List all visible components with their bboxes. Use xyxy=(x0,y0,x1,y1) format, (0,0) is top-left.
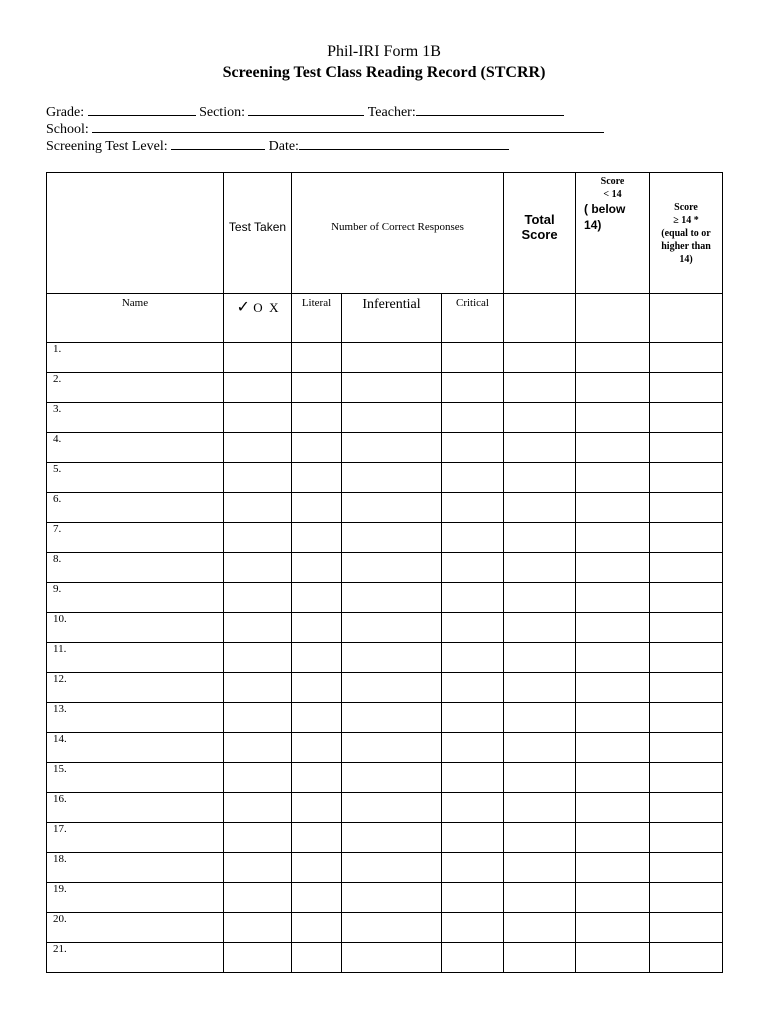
table-cell[interactable] xyxy=(292,403,342,433)
table-cell[interactable] xyxy=(504,883,576,913)
inferential-header: Inferential xyxy=(342,294,442,343)
subheader-row xyxy=(47,294,723,343)
table-cell[interactable] xyxy=(224,493,292,523)
table-cell[interactable] xyxy=(292,583,342,613)
table-cell[interactable] xyxy=(576,553,650,583)
table-cell[interactable] xyxy=(224,853,292,883)
test-marks-letters: O X xyxy=(253,300,279,315)
table-cell[interactable] xyxy=(292,553,342,583)
table-cell[interactable] xyxy=(576,823,650,853)
table-cell[interactable] xyxy=(504,583,576,613)
table-cell[interactable] xyxy=(442,643,504,673)
score-below-header xyxy=(576,173,650,294)
table-cell[interactable] xyxy=(292,613,342,643)
table-cell[interactable] xyxy=(292,823,342,853)
table-cell[interactable] xyxy=(576,583,650,613)
table-cell[interactable] xyxy=(576,463,650,493)
table-cell[interactable] xyxy=(292,433,342,463)
table-cell[interactable] xyxy=(442,913,504,943)
table-cell[interactable] xyxy=(224,703,292,733)
table-cell[interactable] xyxy=(576,793,650,823)
table-cell[interactable] xyxy=(650,793,723,823)
section-label: Section: xyxy=(199,105,245,120)
score-above-note: (equal to or higher than 14) xyxy=(661,227,711,265)
table-cell[interactable] xyxy=(224,823,292,853)
table-cell[interactable] xyxy=(292,523,342,553)
table-row xyxy=(47,673,723,703)
literal-header: Literal xyxy=(292,294,342,343)
table-cell[interactable] xyxy=(504,943,576,973)
table-cell[interactable] xyxy=(342,523,442,553)
table-cell[interactable] xyxy=(504,553,576,583)
table-cell[interactable] xyxy=(292,673,342,703)
row-number[interactable]: 17. xyxy=(47,823,224,853)
critical-header: Critical xyxy=(442,294,504,343)
row-number[interactable]: 3. xyxy=(47,403,224,433)
table-cell[interactable] xyxy=(224,673,292,703)
table-row xyxy=(47,583,723,613)
table-cell[interactable] xyxy=(342,403,442,433)
table-cell[interactable] xyxy=(442,793,504,823)
reading-record-table xyxy=(46,172,723,973)
table-cell[interactable] xyxy=(650,403,723,433)
table-cell[interactable] xyxy=(576,523,650,553)
row-number[interactable]: 10. xyxy=(47,613,224,643)
subheader-blank-cell xyxy=(576,294,650,343)
table-cell[interactable] xyxy=(650,883,723,913)
table-cell[interactable] xyxy=(504,703,576,733)
table-cell[interactable] xyxy=(504,643,576,673)
table-cell[interactable] xyxy=(292,853,342,883)
row-number[interactable]: 12. xyxy=(47,673,224,703)
form-subtitle: Screening Test Class Reading Record (STCRR) xyxy=(222,64,546,81)
score-above-header xyxy=(650,173,723,294)
table-cell[interactable] xyxy=(504,613,576,643)
score-below-note-end: 14) xyxy=(584,218,602,232)
table-cell[interactable] xyxy=(442,493,504,523)
info-line-3 xyxy=(46,137,509,155)
table-cell[interactable] xyxy=(650,523,723,553)
table-cell[interactable] xyxy=(292,943,342,973)
table-row xyxy=(47,703,723,733)
table-row xyxy=(47,643,723,673)
correct-responses-header: Number of Correct Responses xyxy=(292,173,504,294)
table-cell[interactable] xyxy=(224,733,292,763)
level-label: Screening Test Level: xyxy=(46,139,168,154)
table-cell[interactable] xyxy=(342,763,442,793)
table-cell[interactable] xyxy=(576,643,650,673)
table-cell[interactable] xyxy=(650,913,723,943)
grade-field[interactable] xyxy=(88,103,196,116)
table-cell[interactable] xyxy=(650,583,723,613)
table-cell[interactable] xyxy=(442,823,504,853)
teacher-field[interactable] xyxy=(416,103,564,116)
table-cell[interactable] xyxy=(442,373,504,403)
row-number[interactable]: 2. xyxy=(47,373,224,403)
table-cell[interactable] xyxy=(504,343,576,373)
score-below-label: Score xyxy=(600,176,625,187)
table-cell[interactable] xyxy=(504,523,576,553)
table-cell[interactable] xyxy=(650,853,723,883)
table-cell[interactable] xyxy=(442,853,504,883)
table-row xyxy=(47,403,723,433)
table-cell[interactable] xyxy=(576,913,650,943)
table-cell[interactable] xyxy=(342,433,442,463)
table-cell[interactable] xyxy=(292,883,342,913)
table-cell[interactable] xyxy=(442,463,504,493)
table-cell[interactable] xyxy=(342,823,442,853)
teacher-label: Teacher: xyxy=(367,105,416,120)
table-cell[interactable] xyxy=(342,853,442,883)
table-cell[interactable] xyxy=(224,343,292,373)
row-number[interactable]: 15. xyxy=(47,763,224,793)
table-cell[interactable] xyxy=(342,463,442,493)
score-below-note: ( below xyxy=(584,202,626,216)
table-cell[interactable] xyxy=(504,433,576,463)
grade-label: Grade: xyxy=(46,105,85,120)
table-cell[interactable] xyxy=(224,643,292,673)
table-cell[interactable] xyxy=(224,913,292,943)
table-row xyxy=(47,943,723,973)
row-number[interactable]: 21. xyxy=(47,943,224,973)
table-cell[interactable] xyxy=(504,493,576,523)
table-cell[interactable] xyxy=(224,793,292,823)
row-number[interactable]: 20. xyxy=(47,913,224,943)
school-label: School: xyxy=(46,122,89,137)
info-line-2 xyxy=(46,120,604,138)
info-line-1 xyxy=(46,103,564,121)
date-label: Date: xyxy=(268,139,299,154)
name-column-header: Name xyxy=(47,294,224,343)
row-number[interactable]: 18. xyxy=(47,853,224,883)
table-cell[interactable] xyxy=(342,913,442,943)
table-cell[interactable] xyxy=(342,733,442,763)
table-cell[interactable] xyxy=(576,853,650,883)
table-cell[interactable] xyxy=(442,763,504,793)
level-field[interactable] xyxy=(171,137,265,150)
row-number[interactable]: 13. xyxy=(47,703,224,733)
table-cell[interactable] xyxy=(292,493,342,523)
table-cell[interactable] xyxy=(650,643,723,673)
row-number[interactable]: 11. xyxy=(47,643,224,673)
table-row xyxy=(47,823,723,853)
table-cell[interactable] xyxy=(576,733,650,763)
table-row xyxy=(47,763,723,793)
table-cell[interactable] xyxy=(504,793,576,823)
table-cell[interactable] xyxy=(442,403,504,433)
table-cell[interactable] xyxy=(342,553,442,583)
table-row xyxy=(47,343,723,373)
table-cell[interactable] xyxy=(224,763,292,793)
table-cell[interactable] xyxy=(650,463,723,493)
table-row xyxy=(47,523,723,553)
table-cell[interactable] xyxy=(442,943,504,973)
table-cell[interactable] xyxy=(576,343,650,373)
table-cell[interactable] xyxy=(504,913,576,943)
table-cell[interactable] xyxy=(442,343,504,373)
table-cell[interactable] xyxy=(224,553,292,583)
row-number[interactable]: 6. xyxy=(47,493,224,523)
table-cell[interactable] xyxy=(504,403,576,433)
table-cell[interactable] xyxy=(342,943,442,973)
date-field[interactable] xyxy=(299,137,509,150)
table-cell[interactable] xyxy=(576,403,650,433)
table-cell[interactable] xyxy=(504,463,576,493)
row-number[interactable]: 5. xyxy=(47,463,224,493)
name-header-cell xyxy=(47,173,224,294)
table-row xyxy=(47,853,723,883)
table-cell[interactable] xyxy=(650,613,723,643)
table-cell[interactable] xyxy=(576,883,650,913)
table-cell[interactable] xyxy=(224,433,292,463)
table-cell[interactable] xyxy=(292,703,342,733)
total-score-header: Total Score xyxy=(504,173,576,294)
table-cell[interactable] xyxy=(504,673,576,703)
table-cell[interactable] xyxy=(342,343,442,373)
table-row xyxy=(47,463,723,493)
table-cell[interactable] xyxy=(650,553,723,583)
table-cell[interactable] xyxy=(576,433,650,463)
table-cell[interactable] xyxy=(224,613,292,643)
row-number[interactable]: 1. xyxy=(47,343,224,373)
table-cell[interactable] xyxy=(342,493,442,523)
table-row xyxy=(47,733,723,763)
table-cell[interactable] xyxy=(224,403,292,433)
table-cell[interactable] xyxy=(342,883,442,913)
table-cell[interactable] xyxy=(292,913,342,943)
table-cell[interactable] xyxy=(650,823,723,853)
table-cell[interactable] xyxy=(342,373,442,403)
table-cell[interactable] xyxy=(576,763,650,793)
table-cell[interactable] xyxy=(292,463,342,493)
table-cell[interactable] xyxy=(224,583,292,613)
table-cell[interactable] xyxy=(292,343,342,373)
table-cell[interactable] xyxy=(442,613,504,643)
table-row xyxy=(47,883,723,913)
table-cell[interactable] xyxy=(442,673,504,703)
row-number[interactable]: 9. xyxy=(47,583,224,613)
table-cell[interactable] xyxy=(292,763,342,793)
table-cell[interactable] xyxy=(504,823,576,853)
table-row xyxy=(47,553,723,583)
table-cell[interactable] xyxy=(650,943,723,973)
school-field[interactable] xyxy=(92,120,604,133)
table-cell[interactable] xyxy=(576,493,650,523)
table-cell[interactable] xyxy=(292,373,342,403)
table-cell[interactable] xyxy=(442,583,504,613)
table-cell[interactable] xyxy=(576,943,650,973)
score-above-label: Score xyxy=(674,201,698,213)
table-row xyxy=(47,433,723,463)
table-cell[interactable] xyxy=(650,733,723,763)
score-below-threshold: < 14 xyxy=(603,189,622,200)
header-row xyxy=(47,173,723,294)
table-cell[interactable] xyxy=(442,703,504,733)
row-number[interactable]: 4. xyxy=(47,433,224,463)
table-cell[interactable] xyxy=(650,343,723,373)
table-cell[interactable] xyxy=(576,673,650,703)
table-cell[interactable] xyxy=(442,523,504,553)
row-number[interactable]: 8. xyxy=(47,553,224,583)
student-rows xyxy=(47,343,723,973)
table-cell[interactable] xyxy=(224,943,292,973)
table-cell[interactable] xyxy=(650,493,723,523)
form-title: Phil-IRI Form 1B xyxy=(327,43,441,60)
table-cell[interactable] xyxy=(292,643,342,673)
table-cell[interactable] xyxy=(224,373,292,403)
row-number[interactable]: 19. xyxy=(47,883,224,913)
test-taken-header: Test Taken xyxy=(224,173,292,294)
table-cell[interactable] xyxy=(576,613,650,643)
table-cell[interactable] xyxy=(650,433,723,463)
table-cell[interactable] xyxy=(576,373,650,403)
table-cell[interactable] xyxy=(442,433,504,463)
table-cell[interactable] xyxy=(224,523,292,553)
table-cell[interactable] xyxy=(442,553,504,583)
table-cell[interactable] xyxy=(576,703,650,733)
table-cell[interactable] xyxy=(504,853,576,883)
table-row xyxy=(47,613,723,643)
table-cell[interactable] xyxy=(650,673,723,703)
section-field[interactable] xyxy=(248,103,364,116)
table-cell[interactable] xyxy=(342,793,442,823)
row-number[interactable]: 16. xyxy=(47,793,224,823)
table-cell[interactable] xyxy=(342,583,442,613)
table-cell[interactable] xyxy=(292,733,342,763)
row-number[interactable]: 7. xyxy=(47,523,224,553)
check-mark-icon: ✓ xyxy=(236,297,250,316)
score-above-threshold: ≥ 14 * xyxy=(673,214,699,226)
table-cell[interactable] xyxy=(224,463,292,493)
table-row xyxy=(47,493,723,523)
table-cell[interactable] xyxy=(224,883,292,913)
table-cell[interactable] xyxy=(442,883,504,913)
table-cell[interactable] xyxy=(342,673,442,703)
table-row xyxy=(47,913,723,943)
table-row xyxy=(47,793,723,823)
table-cell[interactable] xyxy=(292,793,342,823)
table-cell[interactable] xyxy=(504,763,576,793)
test-marks-header xyxy=(224,294,292,343)
table-cell[interactable] xyxy=(504,373,576,403)
table-cell[interactable] xyxy=(342,613,442,643)
subheader-blank-cell xyxy=(504,294,576,343)
table-cell[interactable] xyxy=(650,703,723,733)
row-number[interactable]: 14. xyxy=(47,733,224,763)
table-cell[interactable] xyxy=(650,373,723,403)
table-cell[interactable] xyxy=(650,763,723,793)
table-cell[interactable] xyxy=(442,733,504,763)
table-row xyxy=(47,373,723,403)
subheader-blank-cell xyxy=(650,294,723,343)
table-cell[interactable] xyxy=(504,733,576,763)
table-cell[interactable] xyxy=(342,643,442,673)
table-cell[interactable] xyxy=(342,703,442,733)
